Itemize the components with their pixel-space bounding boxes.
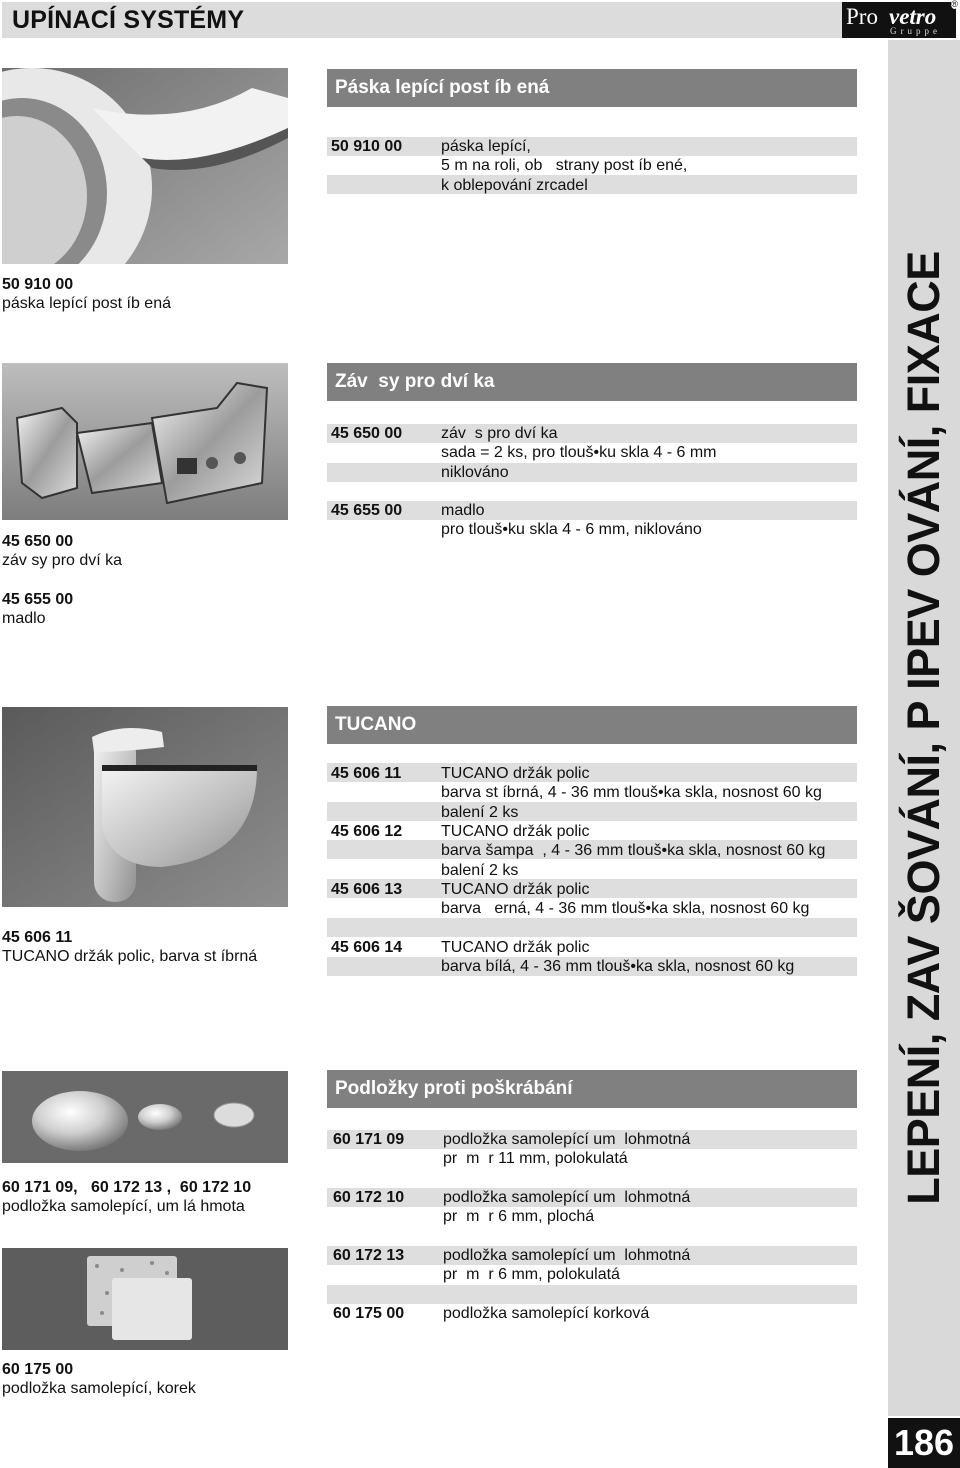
- logo-gruppe: Gruppe: [890, 26, 941, 36]
- product-desc: [441, 938, 794, 977]
- row-stripe: [327, 918, 857, 937]
- caption-pads: [2, 1178, 251, 1216]
- caption-tape-name: páska lepící post íb ená: [2, 295, 171, 312]
- desc-line: barva erná, 4 - 36 mm tlouš•ka skla, nosnost 60 kg: [441, 900, 810, 918]
- tape-photo: [2, 68, 288, 264]
- desc-line: pr m r 6 mm, polokulatá: [443, 1266, 620, 1284]
- product-code: 60 175 00: [333, 1305, 405, 1322]
- product-code: 45 655 00: [331, 502, 403, 519]
- caption-pads-name: podložka samolepící, um lá hmota: [2, 1198, 245, 1215]
- caption-tape: [2, 275, 171, 313]
- logo-vetro: vetro: [889, 4, 937, 29]
- desc-line: pr m r 6 mm, plochá: [443, 1208, 595, 1226]
- category-sidebar: [888, 40, 960, 1416]
- product-desc: [443, 1246, 690, 1285]
- desc-line: madlo: [441, 502, 485, 519]
- row-stripe: [327, 1285, 857, 1304]
- tucano-photo: [2, 707, 288, 907]
- product-desc: [443, 1304, 649, 1323]
- product-code: 50 910 00: [331, 138, 403, 155]
- product-desc: [441, 501, 702, 540]
- desc-line: barva šampa , 4 - 36 mm tlouš•ka skla, nosnost 60 kg: [441, 842, 826, 860]
- section-title-hinges: Záv sy pro dví ka: [327, 363, 857, 401]
- section-title-tape: Páska lepící post íb ená: [327, 69, 857, 107]
- caption-pads-codes: 60 171 09, 60 172 13 , 60 172 10: [2, 1179, 252, 1196]
- desc-line: balení 2 ks: [441, 861, 519, 879]
- desc-line: TUCANO držák polic: [441, 881, 590, 898]
- desc-line: záv s pro dví ka: [441, 425, 558, 442]
- product-code: 60 171 09: [333, 1131, 405, 1148]
- desc-line: podložka samolepící korková: [443, 1305, 650, 1322]
- caption-tucano-code: 45 606 11: [2, 929, 73, 946]
- desc-line: sada = 2 ks, pro tlouš•ku skla 4 - 6 mm: [441, 444, 717, 462]
- provetro-logo: [842, 2, 956, 38]
- caption-tucano: [2, 928, 257, 966]
- desc-line: TUCANO držák polic: [441, 765, 590, 782]
- logo-pro: Pro: [846, 4, 878, 29]
- product-code: 45 606 13: [331, 881, 403, 898]
- desc-line: pro tlouš•ku skla 4 - 6 mm, niklováno: [441, 521, 702, 539]
- product-desc: [443, 1188, 690, 1227]
- caption-tucano-name: TUCANO držák polic, barva st íbrná: [2, 948, 258, 965]
- caption-handle-code: 45 655 00: [2, 591, 74, 608]
- caption-hinge: [2, 532, 122, 570]
- caption-handle: [2, 590, 73, 628]
- product-code: 60 172 10: [333, 1189, 405, 1206]
- caption-hinge-name: záv sy pro dví ka: [2, 552, 123, 569]
- desc-line: k oblepování zrcadel: [441, 176, 588, 194]
- hinge-photo: [2, 363, 288, 520]
- desc-line: podložka samolepící um lohmotná: [443, 1247, 691, 1264]
- desc-line: niklováno: [441, 463, 509, 481]
- desc-line: podložka samolepící um lohmotná: [443, 1189, 691, 1206]
- cork-photo: [2, 1248, 288, 1350]
- product-code: 45 606 14: [331, 939, 403, 956]
- product-desc: [441, 137, 687, 195]
- desc-line: páska lepící,: [441, 138, 531, 155]
- caption-handle-name: madlo: [2, 610, 46, 627]
- desc-line: podložka samolepící um lohmotná: [443, 1131, 691, 1148]
- desc-line: barva bílá, 4 - 36 mm tlouš•ka skla, nosnost 60 kg: [441, 958, 795, 976]
- section-title-pads: Podložky proti poškrábání: [327, 1070, 857, 1108]
- product-code: 45 606 12: [331, 823, 403, 840]
- product-desc: [441, 880, 809, 919]
- product-code: 45 650 00: [331, 425, 403, 442]
- desc-line: TUCANO držák polic: [441, 939, 590, 956]
- section-title-tucano: TUCANO: [327, 706, 857, 744]
- desc-line: balení 2 ks: [441, 803, 519, 821]
- caption-cork-code: 60 175 00: [2, 1361, 74, 1378]
- caption-hinge-code: 45 650 00: [2, 533, 74, 550]
- category-label: LEPENÍ, ZAV ŠOVÁNÍ, P IPEV OVÁNÍ, FIXACE: [898, 251, 949, 1205]
- caption-cork-name: podložka samolepící, korek: [2, 1380, 196, 1397]
- product-code: 60 172 13: [333, 1247, 405, 1264]
- page-number: 186: [888, 1418, 960, 1468]
- page-title: UPÍNACÍ SYSTÉMY: [12, 6, 245, 34]
- desc-line: pr m r 11 mm, polokulatá: [443, 1150, 628, 1168]
- product-code: 45 606 11: [331, 765, 402, 782]
- product-desc: [441, 424, 717, 482]
- pads-photo: [2, 1071, 288, 1163]
- desc-line: TUCANO držák polic: [441, 823, 590, 840]
- product-desc: [443, 1130, 690, 1169]
- caption-cork: [2, 1360, 196, 1398]
- desc-line: 5 m na roli, ob strany post íb ené,: [441, 157, 688, 175]
- desc-line: barva st íbrná, 4 - 36 mm tlouš•ka skla, nosnost 60 kg: [441, 784, 822, 802]
- product-desc: [441, 822, 825, 880]
- product-desc: [441, 764, 822, 822]
- registered-mark: ®: [951, 0, 958, 9]
- caption-tape-code: 50 910 00: [2, 276, 74, 293]
